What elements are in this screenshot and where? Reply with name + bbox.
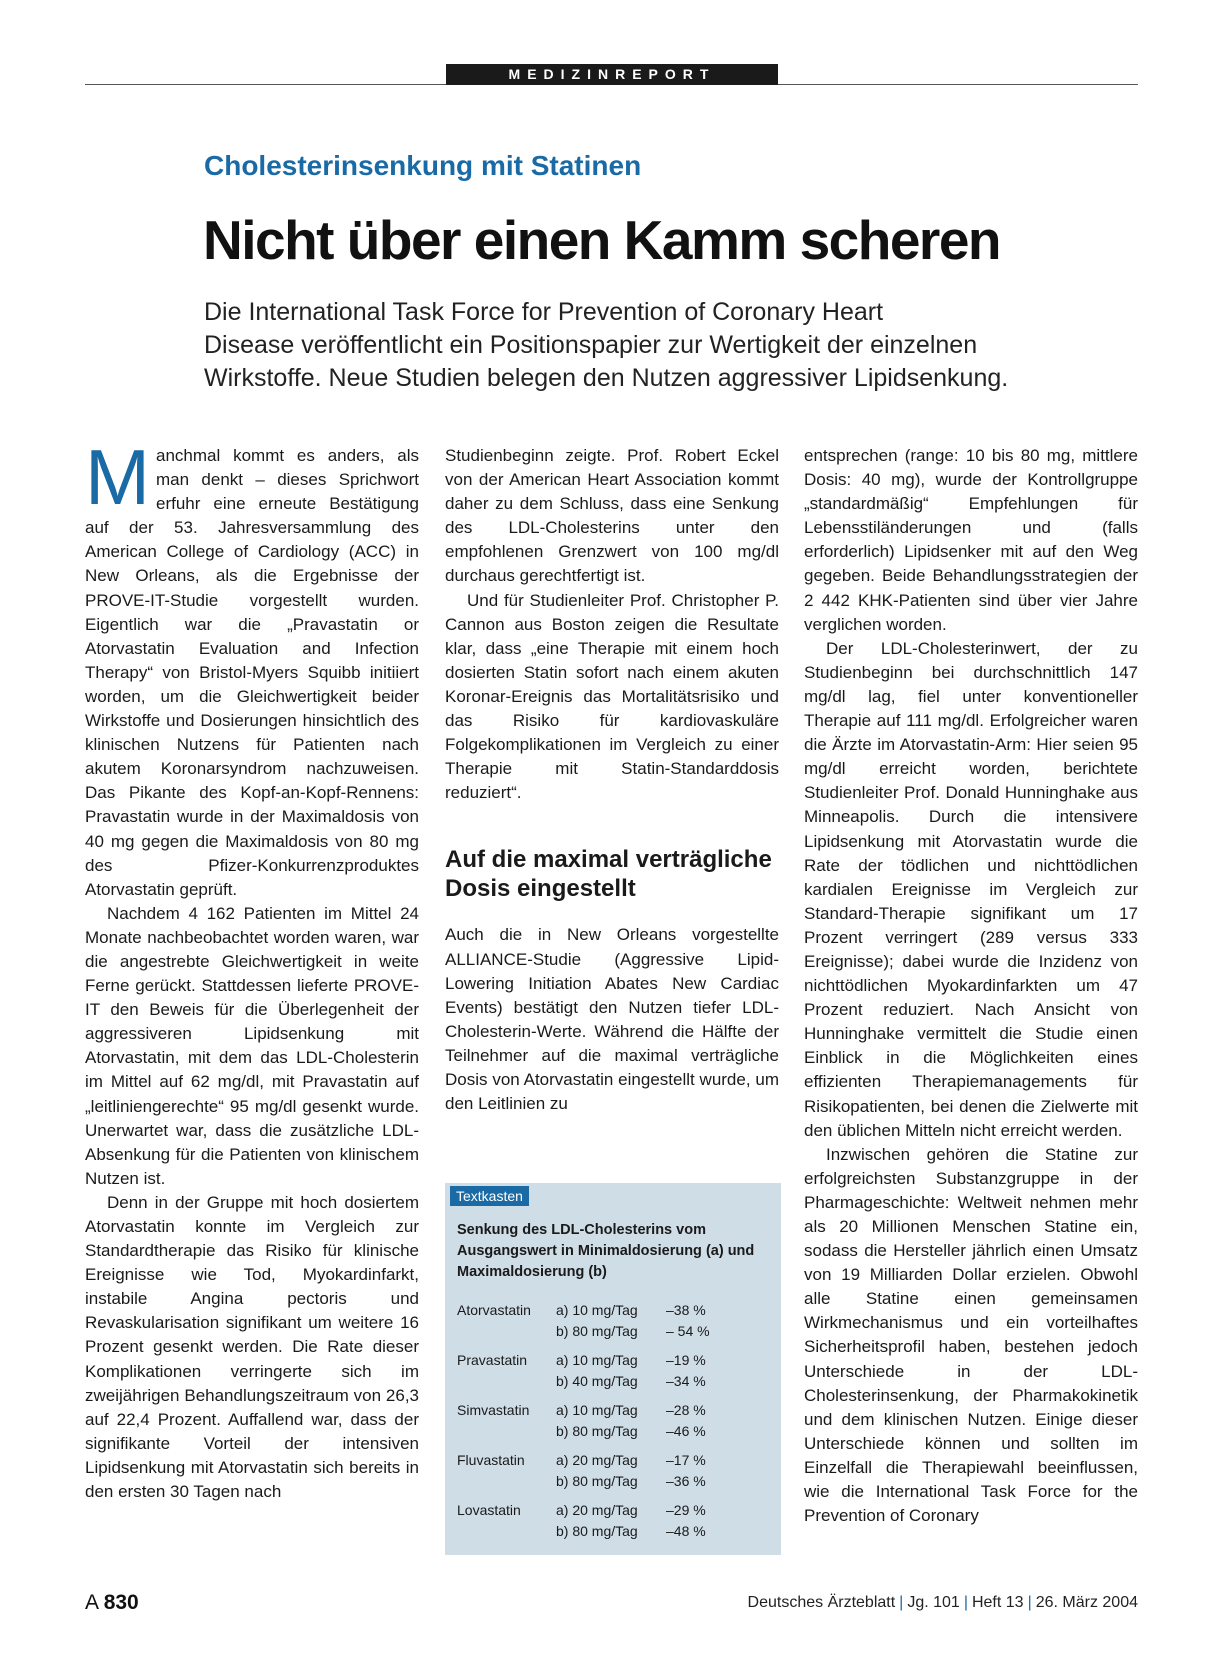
subheading: Auf die maximal verträgliche Dosis eingestellt <box>445 846 772 903</box>
dose-cell <box>556 1450 638 1492</box>
paragraph <box>85 444 419 902</box>
value-b: –36 % <box>666 1473 706 1489</box>
separator: | <box>963 1594 968 1611</box>
section-label: MEDIZINREPORT <box>446 64 778 85</box>
value-a: –19 % <box>666 1352 706 1368</box>
value-a: –28 % <box>666 1402 706 1418</box>
article-kicker: Cholesterinsenkung mit Statinen <box>204 150 642 181</box>
value-cell <box>666 1400 706 1442</box>
value-b: – 54 % <box>666 1323 710 1339</box>
value-a: –17 % <box>666 1452 706 1468</box>
dose-cell <box>556 1400 638 1442</box>
lead-line: Wirkstoffe. Neue Studien belegen den Nutzen aggressiver Lipidsenkung. <box>204 364 1009 392</box>
value-cell <box>666 1450 706 1492</box>
value-b: –34 % <box>666 1373 706 1389</box>
paragraph: entsprechen (range: 10 bis 80 mg, mittlere Dosis: 40 mg), wurde der Kontrollgruppe „standardmäßig“ Empfehlungen für Lebensstiländerungen und (falls erforderlich) Lipidsenker mit auf den Weg gegeben. Beide Behandlungsstrategien der 2 442 KHK-Patienten sind über vier Jahre verglichen worden. <box>804 446 1138 634</box>
table-row <box>457 1350 771 1400</box>
volume: Jg. 101 <box>907 1594 960 1611</box>
page-prefix: A <box>85 1591 98 1614</box>
textbox-tag: Textkasten <box>450 1186 529 1206</box>
textbox-table <box>457 1300 771 1550</box>
separator: | <box>899 1594 904 1611</box>
page-number <box>85 1591 139 1615</box>
table-row <box>457 1400 771 1450</box>
lead-line: Die International Task Force for Prevention of Coronary Heart <box>204 298 884 326</box>
value-a: –29 % <box>666 1502 706 1518</box>
dose-cell <box>556 1500 638 1542</box>
issue: Heft 13 <box>971 1594 1024 1611</box>
dose-a: a) 20 mg/Tag <box>556 1452 638 1468</box>
paragraph: Der LDL-Cholesterinwert, der zu Studienbeginn bei durchschnittlich 147 mg/dl lag, fiel unter konventioneller Therapie auf 111 mg/dl. Erfolgreicher waren die Ärzte im Atorvastatin-Arm: Hier seien 95 mg/dl erreicht worden, berichtete Studienleiter Prof. Donald Hunninghake aus Minneapolis. Durch die intensivere Lipidsenkung mit Atorvastatin wurde die Rate der tödlichen und nichttödlichen kardialen Ereignisse im Vergleich zur Standard-Therapie signifikant um 17 Prozent verringert (289 versus 333 Ereignisse); dabei wurde die Inzidenz von nichttödlichen Myokardinfarkten um 47 Prozent reduziert. Nach Ansicht von Hunninghake vermittelt die Studie einen Einblick in die Möglichkeiten eines effizienten Therapiemanagements für Risikopatienten, bei denen die Zielwerte mit den üblichen Mitteln nicht erreicht werden. <box>804 638 1138 1140</box>
textbox-title: Senkung des LDL-Cholesterins vom Ausgangswert in Minimaldosierung (a) und Maximaldosierung (b) <box>457 1222 755 1280</box>
dose-cell <box>556 1350 638 1392</box>
dropcap: M <box>85 444 150 521</box>
column-3 <box>804 444 1138 1549</box>
article-lead <box>204 296 1144 395</box>
paragraph: Denn in der Gruppe mit hoch dosiertem Atorvastatin konnte im Vergleich zur Standardtherapie das Risiko für klinische Ereignisse wie Tod, Myokardinfarkt, instabile Angina pectoris und Revaskularisation signifikant um weitere 16 Prozent gesenkt werden. Die Rate dieser Komplikationen verringerte sich im zweijährigen Behandlungszeitraum von 26,3 auf 22,4 Prozent. Auffallend war, dass der signifikante Vorteil der intensiven Lipidsenkung mit Atorvastatin sich bereits in den ersten 30 Tagen nach <box>85 1192 419 1502</box>
dose-b: b) 80 mg/Tag <box>556 1523 638 1539</box>
paragraph-text: anchmal kommt es anders, als man denkt – dieses Sprichwort erfuhr eine erneute Bestätigung auf der 53. Jahresversammlung des American College of Cardiology (ACC) in New Orleans, als die Ergebnisse der PROVE-IT-Studie vorgestellt wurden. Eigentlich war die „Pravastatin or Atorvastatin Evaluation and Infection Therapy“ von Bristol-Myers Squibb initiiert worden, um die Gleichwertigkeit beider Wirkstoffe und Dosierungen hinsichtlich des klinischen Nutzens für Patienten nach akutem Koronarsyndrom nachzuweisen. Das Pikante des Kopf-an-Kopf-Rennens: Pravastatin wurde in der Maximaldosis von 40 mg gegen die Maximaldosis von 80 mg des Pfizer-Konkurrenzproduktes Atorvastatin geprüft. <box>85 446 419 899</box>
journal-name: Deutsches Ärzteblatt <box>747 1594 896 1611</box>
drug-name: Atorvastatin <box>457 1302 531 1318</box>
drug-name: Pravastatin <box>457 1352 528 1368</box>
page-number-value: 830 <box>103 1591 139 1614</box>
paragraph: Inzwischen gehören die Statine zur erfolgreichsten Substanzgruppe in der Pharmageschichte: Weltweit nehmen mehr als 20 Millionen Menschen Statine ein, sodass die Hersteller jährlich einen Umsatz von 19 Milliarden Dollar erzielen. Obwohl alle Statine einen gemeinsamen Wirkmechanismus und ein vorteilhaftes Sicherheitsprofil haben, bestehen jedoch Unterschiede in der LDL-Cholesterinsenkung, der Pharmakokinetik und dem klinischen Nutzen. Einige dieser Unterschiede können und sollten im Einzelfall die Therapiewahl beeinflussen, wie die International Task Force for the Prevention of Coronary <box>804 1144 1138 1526</box>
value-cell <box>666 1350 706 1392</box>
column-1 <box>85 444 419 1549</box>
drug-name: Lovastatin <box>457 1502 521 1518</box>
table-row <box>457 1450 771 1500</box>
drug-name: Fluvastatin <box>457 1452 525 1468</box>
dose-b: b) 80 mg/Tag <box>556 1323 638 1339</box>
footer-citation <box>748 1594 1138 1612</box>
paragraph: Auch die in New Orleans vorgestellte ALLIANCE-Studie (Aggressive Lipid-Lowering Initiation Abates New Cardiac Events) bestätigt den Nutzen tiefer LDL-Cholesterin-Werte. Während die Hälfte der Teilnehmer auf die maximal verträgliche Dosis von Atorvastatin eingestellt wurde, um den Leitlinien zu <box>445 925 779 1114</box>
table-row <box>457 1300 771 1350</box>
dose-b: b) 40 mg/Tag <box>556 1373 638 1389</box>
dose-cell <box>556 1300 638 1342</box>
drug-name: Simvastatin <box>457 1402 530 1418</box>
paragraph: Studienbeginn zeigte. Prof. Robert Eckel von der American Heart Association kommt daher zu dem Schluss, dass eine Senkung des LDL-Cholesterins unter den empfohlenen Grenzwert von 100 mg/dl durchaus gerechtfertigt ist. <box>445 446 779 586</box>
paragraph: Nachdem 4 162 Patienten im Mittel 24 Monate nachbeobachtet worden waren, war die angestrebte Gleichwertigkeit in weite Ferne gerückt. Stattdessen lieferte PROVE-IT den Beweis für die Überlegenheit der aggressiveren Lipidsenkung mit Atorvastatin, mit dem das LDL-Cholesterin im Mittel auf 62 mg/dl, mit Pravastatin auf „leitliniengerechte“ 95 mg/dl gesenkt wurde. Unerwartet war, dass die zusätzliche LDL-Absenkung für die Patienten von klinischem Nutzen ist. <box>85 903 419 1188</box>
separator: | <box>1027 1594 1032 1611</box>
dose-b: b) 80 mg/Tag <box>556 1473 638 1489</box>
dose-a: a) 10 mg/Tag <box>556 1302 638 1318</box>
article-headline: Nicht über einen Kamm scheren <box>203 209 1001 271</box>
dose-b: b) 80 mg/Tag <box>556 1423 638 1439</box>
value-a: –38 % <box>666 1302 706 1318</box>
value-cell <box>666 1500 706 1542</box>
value-cell <box>666 1300 710 1342</box>
dose-a: a) 10 mg/Tag <box>556 1352 638 1368</box>
dose-a: a) 10 mg/Tag <box>556 1402 638 1418</box>
lead-line: Disease veröffentlicht ein Positionspapier zur Wertigkeit der einzelnen <box>204 331 978 359</box>
paragraph: Und für Studienleiter Prof. Christopher P. Cannon aus Boston zeigen die Resultate klar, dass „eine Therapie mit einem hoch dosierten Statin sofort nach einem akuten Koronar-Ereignis das Mortalitätsrisiko und das Risiko für kardiovaskuläre Folgekomplikationen im Vergleich zu einer Therapie mit Statin-Standarddosis reduziert“. <box>445 590 779 803</box>
textbox <box>445 1183 781 1555</box>
value-b: –48 % <box>666 1523 706 1539</box>
issue-date: 26. März 2004 <box>1035 1594 1138 1611</box>
table-row <box>457 1500 771 1550</box>
dose-a: a) 20 mg/Tag <box>556 1502 638 1518</box>
value-b: –46 % <box>666 1423 706 1439</box>
